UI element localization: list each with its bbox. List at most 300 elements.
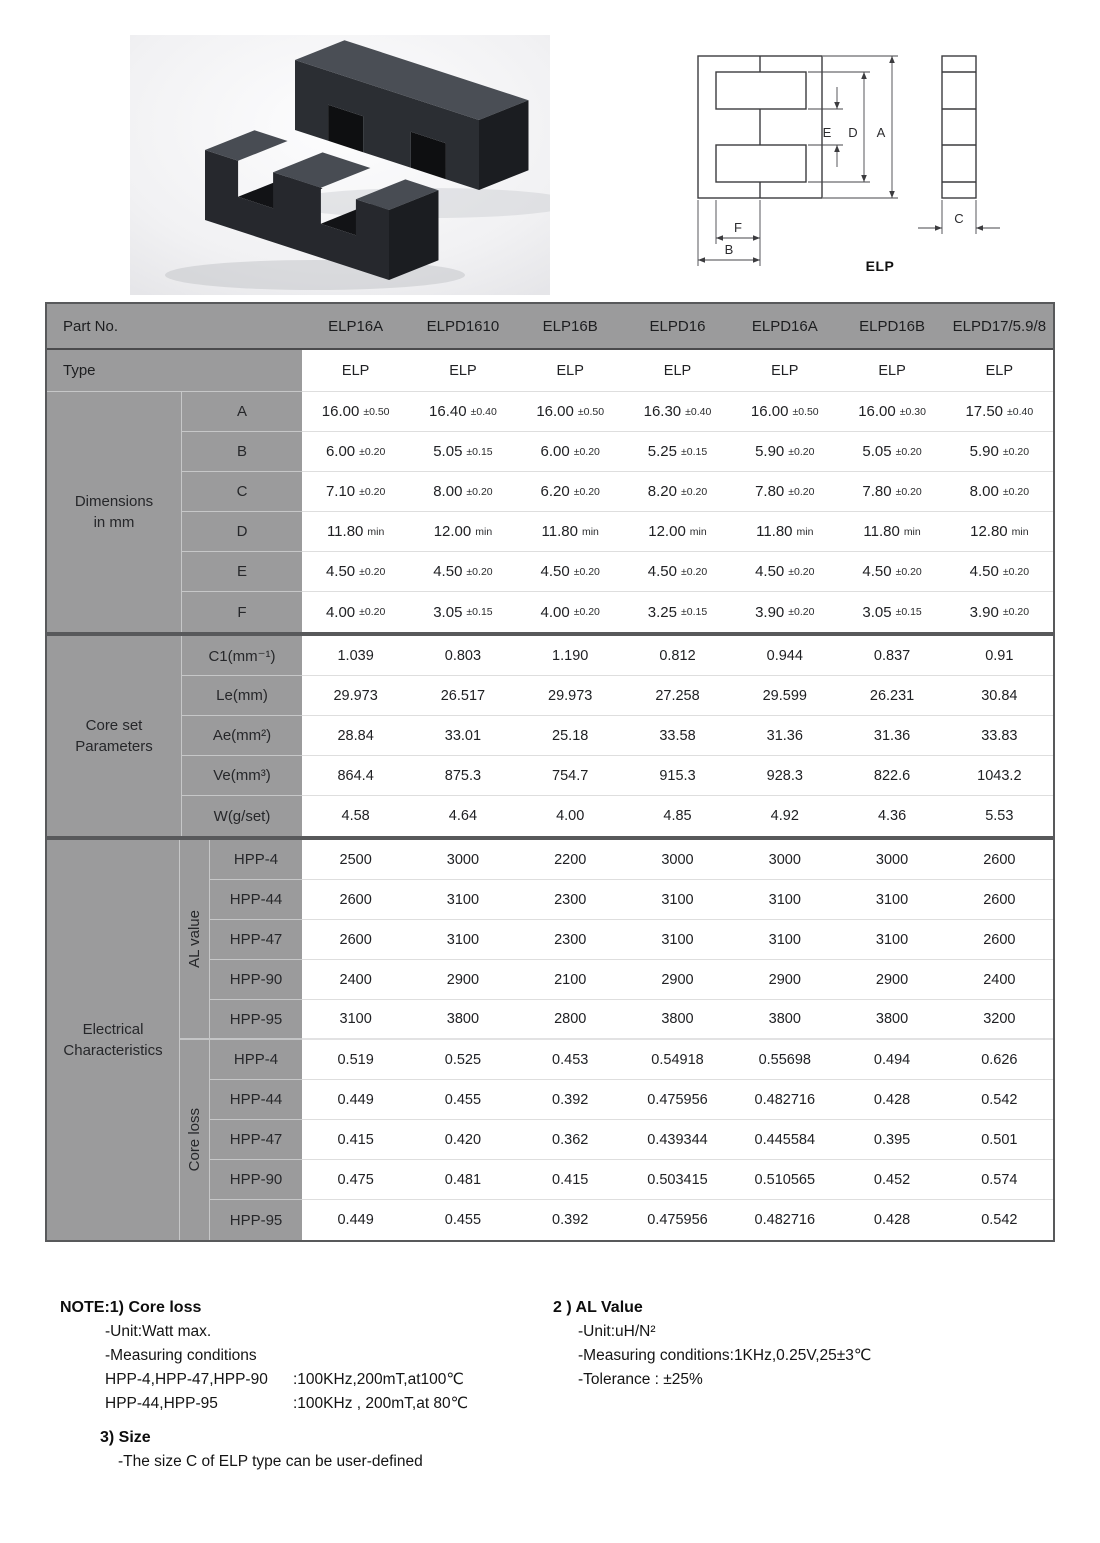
value: 754.7	[552, 767, 589, 784]
value: 2900	[768, 971, 801, 988]
value: 4.00	[556, 808, 585, 824]
table-cell	[409, 1000, 516, 1040]
dimension-row-label: D	[182, 512, 302, 552]
table-cell	[517, 716, 624, 756]
elp-dimension-drawing	[680, 42, 1020, 277]
table-cell	[302, 1080, 409, 1120]
table-cell	[946, 1120, 1053, 1160]
table-cell	[731, 756, 838, 796]
note-title: 2 ) AL Value	[553, 1299, 643, 1316]
value: 3000	[875, 851, 909, 868]
tolerance: min	[1011, 525, 1029, 538]
table-cell	[302, 392, 409, 432]
group-label-line: Core set	[85, 717, 143, 734]
column-header: ELP16A	[328, 317, 384, 335]
table-cell	[731, 676, 838, 716]
table-cell	[731, 1160, 838, 1200]
table-cell	[624, 1160, 731, 1200]
tolerance: ±0.20	[1002, 565, 1030, 578]
value: 12.80	[970, 523, 1008, 540]
rotated-label: AL value	[186, 910, 203, 968]
table-cell	[946, 716, 1053, 756]
table-cell	[731, 796, 838, 836]
table-cell	[517, 1120, 624, 1160]
table-cell	[731, 392, 838, 432]
tolerance: ±0.40	[470, 405, 497, 418]
tolerance: ±0.20	[466, 565, 493, 578]
value: 4.50	[862, 563, 892, 580]
value: 4.50	[647, 563, 677, 580]
note-line: -Unit:Watt max.	[105, 1323, 212, 1340]
table-cell	[624, 756, 731, 796]
column-header: ELPD1610	[426, 317, 500, 335]
note-line: -Tolerance : ±25%	[578, 1371, 703, 1388]
value: 6.20	[540, 483, 570, 500]
type-value: ELP	[838, 350, 945, 392]
value: 5.25	[647, 443, 677, 460]
table-cell	[517, 796, 624, 836]
value: 3800	[446, 1011, 480, 1027]
core-loss-section	[180, 1040, 1053, 1240]
tolerance: ±0.15	[466, 445, 493, 458]
note-title: NOTE:1) Core loss	[60, 1299, 202, 1316]
tolerance: ±0.20	[573, 606, 600, 618]
tolerance: ±0.20	[359, 606, 386, 618]
value: 2300	[554, 931, 587, 948]
column-header: ELP16B	[542, 317, 598, 335]
value: 0.525	[444, 1051, 482, 1068]
table-cell	[946, 880, 1053, 920]
value: 0.54918	[651, 1051, 704, 1068]
table-cell	[409, 756, 516, 796]
value: 928.3	[766, 767, 803, 784]
table-cell	[624, 920, 731, 960]
tolerance: ±0.20	[895, 445, 922, 458]
value: 2600	[339, 891, 372, 908]
table-row	[182, 392, 1053, 432]
value: 0.803	[444, 647, 482, 664]
value: 0.510565	[754, 1171, 816, 1188]
tolerance: min	[796, 525, 814, 538]
table-cell	[838, 432, 945, 472]
value: 0.453	[552, 1051, 589, 1068]
tolerance: ±0.20	[359, 485, 386, 498]
table-cell	[731, 880, 838, 920]
table-cell	[409, 552, 516, 592]
value: 822.6	[873, 767, 911, 784]
value: 0.395	[873, 1131, 911, 1148]
table-cell	[946, 1200, 1053, 1240]
value: 0.449	[337, 1212, 374, 1228]
tolerance: ±0.20	[895, 565, 922, 578]
table-cell	[946, 796, 1053, 836]
table-cell	[302, 1000, 409, 1040]
note-line: -The size C of ELP type can be user-defined	[118, 1453, 423, 1470]
value: 0.482716	[754, 1091, 816, 1108]
table-cell	[838, 1200, 945, 1240]
value: 3.05	[433, 603, 463, 621]
table-cell	[517, 512, 624, 552]
value: 3800	[875, 1011, 909, 1027]
al-value-group-label	[180, 840, 210, 1040]
table-cell	[409, 472, 516, 512]
dim-label-A: A	[876, 125, 886, 140]
note-line: -Unit:uH/N²	[578, 1323, 656, 1340]
value: 0.415	[552, 1171, 589, 1188]
table-cell	[731, 840, 838, 880]
table-cell	[946, 920, 1053, 960]
core-set-parameters-table	[45, 634, 1055, 838]
table-cell	[838, 1000, 945, 1040]
table-cell	[409, 1040, 516, 1080]
tolerance: ±0.15	[680, 606, 708, 618]
table-cell	[517, 1160, 624, 1200]
value: 4.00	[325, 603, 356, 621]
dimensions-group-label	[47, 392, 182, 632]
value: 6.00	[540, 443, 570, 460]
value: 0.475956	[647, 1212, 708, 1228]
table-cell	[838, 676, 945, 716]
value: 12.00	[433, 523, 472, 540]
table-cell	[409, 432, 516, 472]
dimension-row-label: A	[182, 392, 302, 432]
value: 2600	[983, 931, 1016, 948]
value: 5.05	[433, 443, 463, 460]
table-cell	[302, 920, 409, 960]
drawing-caption: ELP	[865, 258, 895, 274]
material-row-label: HPP-44	[210, 1080, 302, 1120]
type-value: ELP	[517, 350, 624, 392]
material-row-label: HPP-4	[210, 840, 302, 880]
value: 17.50	[965, 403, 1004, 420]
value: 25.18	[552, 727, 589, 744]
table-row	[182, 592, 1053, 632]
tolerance: ±0.20	[788, 565, 815, 578]
value: 0.452	[873, 1171, 911, 1188]
table-cell	[624, 796, 731, 836]
dim-label-D: D	[848, 125, 858, 140]
value: 2900	[446, 971, 480, 988]
condition-materials: HPP-44,HPP-95	[105, 1395, 218, 1412]
value: 3100	[768, 931, 801, 948]
value: 4.36	[877, 808, 907, 824]
table-cell	[838, 592, 945, 632]
table-cell	[517, 1040, 624, 1080]
value: 0.503415	[647, 1171, 708, 1188]
note-line: -Measuring conditions	[105, 1347, 257, 1364]
value: 4.50	[755, 563, 785, 580]
table-row	[210, 1040, 1053, 1080]
core-3d-image	[130, 35, 550, 295]
table-cell	[946, 592, 1053, 632]
tolerance: ±0.15	[895, 606, 922, 618]
table-cell	[517, 472, 624, 512]
table-cell	[302, 796, 409, 836]
table-cell	[731, 636, 838, 676]
value: 26.231	[869, 687, 915, 704]
table-row	[210, 880, 1053, 920]
note-condition-line	[60, 1368, 540, 1392]
value: 3000	[768, 851, 801, 868]
value: 3100	[446, 931, 480, 948]
table-row	[182, 796, 1053, 836]
dimensions-block	[47, 392, 1053, 632]
table-cell	[731, 592, 838, 632]
table-cell	[838, 1120, 945, 1160]
table-cell	[302, 1040, 409, 1080]
value: 3800	[661, 1011, 694, 1027]
value: 4.58	[341, 808, 370, 824]
tolerance: ±0.15	[466, 606, 493, 618]
table-cell	[624, 1080, 731, 1120]
table-cell	[624, 1200, 731, 1240]
value: 0.482716	[754, 1212, 816, 1228]
rotated-label: Core loss	[186, 1108, 203, 1172]
value: 0.475956	[647, 1091, 708, 1108]
table-cell	[302, 1200, 409, 1240]
table-cell	[838, 392, 945, 432]
table-cell	[302, 716, 409, 756]
dimension-row-label: F	[182, 592, 302, 632]
value: 2200	[554, 851, 587, 868]
value: 16.00	[750, 403, 789, 420]
table-cell	[624, 392, 731, 432]
table-cell	[946, 1040, 1053, 1080]
dim-label-B: B	[724, 242, 734, 257]
value: 0.455	[444, 1212, 482, 1228]
value: 16.30	[643, 403, 682, 420]
value: 2900	[661, 971, 694, 988]
table-cell	[838, 636, 945, 676]
value: 16.00	[858, 403, 896, 420]
table-row	[210, 1160, 1053, 1200]
type-value: ELP	[731, 350, 838, 392]
table-cell	[946, 636, 1053, 676]
group-label-line: Dimensions	[74, 493, 154, 510]
value: 0.481	[444, 1171, 482, 1188]
value: 4.50	[969, 563, 999, 580]
value: 29.599	[762, 687, 807, 704]
table-cell	[838, 1160, 945, 1200]
dimension-row-label: C	[182, 472, 302, 512]
value: 33.58	[659, 727, 696, 744]
table-cell	[517, 392, 624, 432]
tolerance: ±0.50	[363, 405, 390, 418]
tolerance: ±0.20	[788, 606, 815, 618]
table-cell	[731, 512, 838, 552]
value: 1.190	[552, 647, 589, 664]
table-cell	[409, 1080, 516, 1120]
table-cell	[946, 552, 1053, 592]
value: 0.519	[337, 1051, 374, 1068]
value: 0.91	[985, 647, 1014, 664]
value: 5.90	[969, 443, 999, 460]
value: 16.00	[321, 403, 360, 420]
tolerance: ±0.20	[573, 565, 600, 578]
table-cell	[838, 756, 945, 796]
tolerance: ±0.20	[788, 485, 815, 498]
tolerance: ±0.15	[680, 445, 708, 458]
value: 16.40	[429, 403, 467, 420]
table-cell	[409, 960, 516, 1000]
spec-tables	[45, 302, 1055, 1242]
table-cell	[731, 1040, 838, 1080]
table-cell	[731, 1080, 838, 1120]
value: 3000	[661, 851, 694, 868]
tolerance: ±0.20	[1002, 445, 1030, 458]
value: 11.80	[756, 523, 793, 540]
table-row	[210, 1080, 1053, 1120]
value: 29.973	[333, 687, 378, 704]
value: 2900	[875, 971, 909, 988]
value: 5.90	[755, 443, 785, 460]
parameter-row-label: Le(mm)	[182, 676, 302, 716]
value: 4.50	[540, 563, 570, 580]
material-row-label: HPP-44	[210, 880, 302, 920]
table-cell	[624, 592, 731, 632]
table-cell	[302, 676, 409, 716]
column-header: ELPD16	[649, 317, 706, 335]
table-cell	[302, 432, 409, 472]
table-cell	[946, 1000, 1053, 1040]
dimension-rows	[182, 392, 1053, 632]
table-row	[182, 676, 1053, 716]
table-cell	[302, 840, 409, 880]
type-row	[47, 350, 1053, 392]
value: 4.50	[433, 563, 463, 580]
value: 6.00	[325, 443, 356, 460]
electrical-block	[47, 840, 1053, 1240]
table-row	[210, 840, 1053, 880]
value: 3000	[446, 851, 480, 868]
value: 3.05	[862, 603, 892, 621]
group-label-line: Parameters	[75, 738, 153, 755]
value: 2100	[554, 971, 587, 988]
dimension-row-label: E	[182, 552, 302, 592]
tolerance: ±0.50	[792, 405, 819, 418]
table-cell	[409, 716, 516, 756]
table-cell	[624, 552, 731, 592]
table-cell	[517, 676, 624, 716]
value: 2300	[554, 891, 587, 908]
al-value-section	[180, 840, 1053, 1040]
table-cell	[624, 1040, 731, 1080]
table-cell	[409, 676, 516, 716]
core-set-block	[47, 636, 1053, 836]
table-cell	[302, 960, 409, 1000]
value: 0.428	[873, 1091, 911, 1108]
table-cell	[731, 432, 838, 472]
table-row	[210, 1000, 1053, 1040]
table-cell	[517, 1000, 624, 1040]
value: 2600	[983, 851, 1016, 868]
value: 0.392	[552, 1091, 589, 1108]
table-cell	[838, 552, 945, 592]
core-loss-group-label	[180, 1040, 210, 1240]
value: 0.449	[337, 1091, 374, 1108]
tolerance: min	[689, 525, 707, 538]
table-cell	[946, 960, 1053, 1000]
tolerance: min	[475, 525, 493, 538]
table-cell	[731, 472, 838, 512]
value: 33.01	[444, 727, 482, 744]
value: 7.10	[325, 483, 356, 500]
parameter-row-label: W(g/set)	[182, 796, 302, 836]
value: 11.80	[326, 523, 364, 540]
value: 33.83	[981, 727, 1018, 744]
table-cell	[517, 920, 624, 960]
table-cell	[624, 676, 731, 716]
value: 915.3	[659, 767, 696, 784]
value: 31.36	[873, 727, 911, 744]
electrical-group-label	[47, 840, 180, 1240]
value: 3200	[983, 1011, 1016, 1027]
table-cell	[409, 592, 516, 632]
note-al-value	[553, 1296, 1033, 1392]
table-cell	[731, 1120, 838, 1160]
tolerance: ±0.20	[788, 445, 815, 458]
value: 4.92	[770, 808, 799, 824]
table-cell	[517, 1200, 624, 1240]
tolerance: ±0.50	[577, 405, 605, 418]
table-cell	[517, 432, 624, 472]
value: 875.3	[444, 767, 482, 784]
tolerance: ±0.20	[895, 485, 922, 498]
column-header: ELPD17/5.9/8	[952, 317, 1047, 335]
table-cell	[838, 880, 945, 920]
table-cell	[517, 960, 624, 1000]
value: 2400	[983, 971, 1016, 988]
table-cell	[946, 840, 1053, 880]
condition-value: :100KHz , 200mT,at 80℃	[293, 1395, 469, 1412]
value: 27.258	[655, 687, 700, 704]
table-cell	[302, 552, 409, 592]
table-cell	[302, 636, 409, 676]
value: 4.85	[663, 808, 692, 824]
value: 864.4	[337, 767, 374, 784]
group-label-line: Electrical	[82, 1021, 144, 1038]
part-no-label: Part No.	[63, 317, 119, 335]
table-row	[182, 756, 1053, 796]
tolerance: ±0.20	[359, 445, 386, 458]
value: 0.501	[981, 1131, 1018, 1148]
value: 0.420	[444, 1131, 482, 1148]
type-label: Type	[47, 350, 302, 392]
value: 4.50	[325, 563, 356, 580]
value: 28.84	[337, 727, 374, 744]
material-row-label: HPP-95	[210, 1200, 302, 1240]
table-cell	[409, 1160, 516, 1200]
dim-label-C: C	[954, 211, 964, 226]
note-title: 3) Size	[100, 1429, 151, 1446]
table-cell	[409, 512, 516, 552]
value: 3.90	[755, 603, 785, 621]
value: 1043.2	[977, 767, 1022, 784]
value: 7.80	[755, 483, 785, 500]
value: 0.392	[552, 1212, 589, 1228]
value: 2800	[554, 1011, 587, 1027]
tolerance: ±0.20	[359, 565, 386, 578]
value: 30.84	[981, 687, 1018, 704]
tolerance: ±0.40	[1007, 405, 1034, 418]
core-loss-rows	[210, 1040, 1053, 1240]
value: 0.626	[981, 1051, 1018, 1068]
table-cell	[517, 552, 624, 592]
value: 11.80	[541, 523, 578, 540]
value: 0.415	[337, 1131, 374, 1148]
value: 2600	[983, 891, 1016, 908]
value: 16.00	[536, 403, 574, 420]
